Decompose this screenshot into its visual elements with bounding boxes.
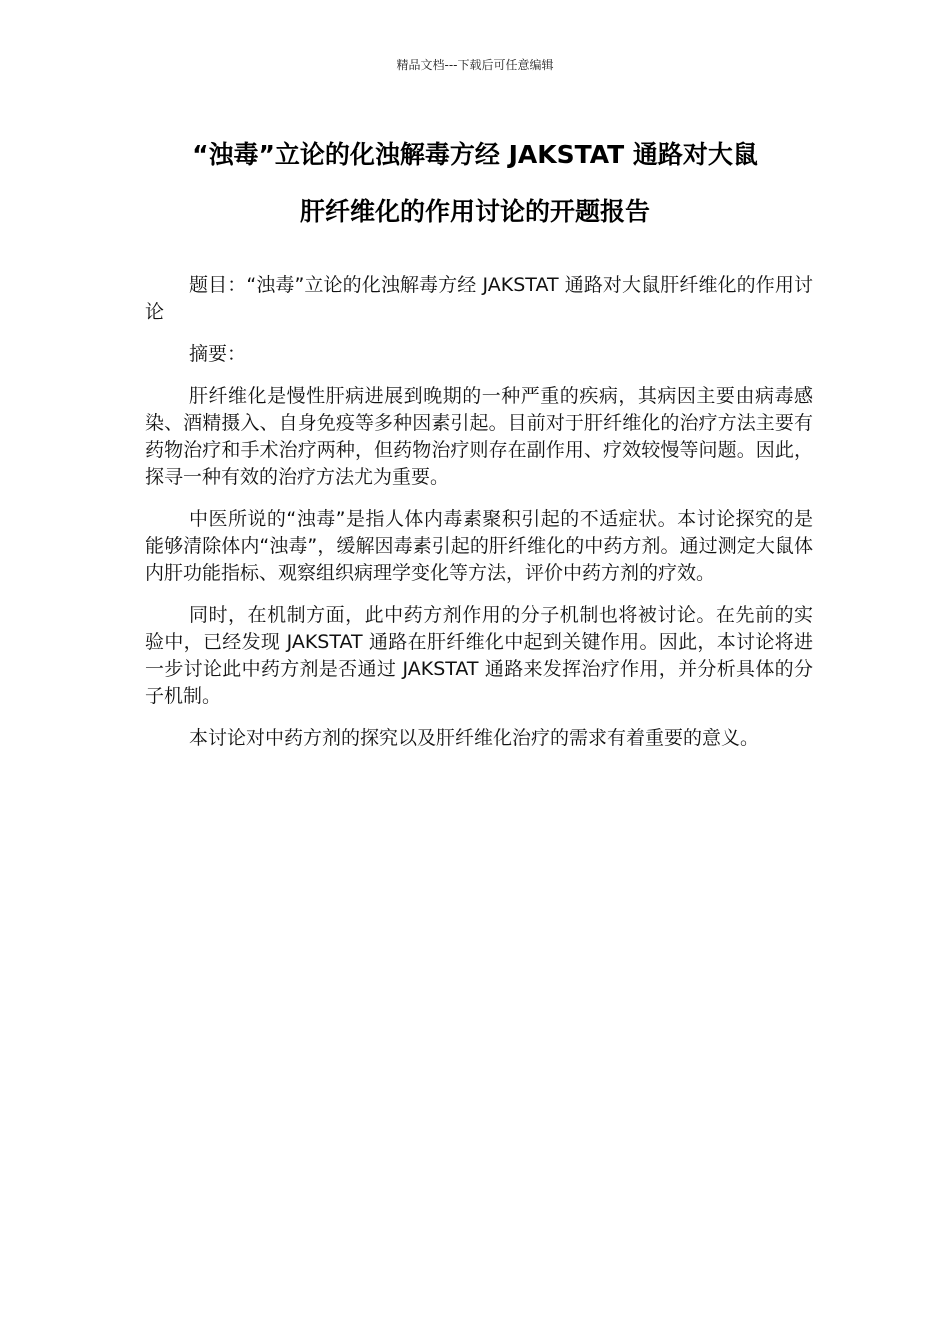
paragraph-topic: 题目：“浊毒”立论的化浊解毒方经 JAKSTAT 通路对大鼠肝纤维化的作用讨论: [145, 274, 813, 323]
paragraph-significance: 本讨论对中药方剂的探究以及肝纤维化治疗的需求有着重要的意义。: [189, 727, 760, 749]
paragraph-abstract-heading: 摘要：: [189, 343, 247, 365]
document-title-line-1: “浊毒”立论的化浊解毒方经 JAKSTAT 通路对大鼠: [192, 140, 758, 169]
paragraph-research-content: 中医所说的“浊毒”是指人体内毒素聚积引起的不适症状。本讨论探究的是能够清除体内“浊毒”，缓解因毒素引起的肝纤维化的中药方剂。通过测定大鼠体内肝功能指标、观察组织病理学变化等方法，评价中药方剂的疗效。: [145, 508, 813, 584]
document-body: [145, 272, 813, 767]
document-title-line-2: 肝纤维化的作用讨论的开题报告: [299, 197, 650, 226]
paragraph-background: 肝纤维化是慢性肝病进展到晚期的一种严重的疾病，其病因主要由病毒感染、酒精摄入、自身免疫等多种因素引起。目前对于肝纤维化的治疗方法主要有药物治疗和手术治疗两种，但药物治疗则存在副作用、疗效较慢等问题。因此，探寻一种有效的治疗方法尤为重要。: [145, 385, 813, 488]
header-note: 精品文档---下载后可任意编辑: [396, 58, 554, 72]
paragraph-mechanism: 同时，在机制方面，此中药方剂作用的分子机制也将被讨论。在先前的实验中，已经发现 JAKSTAT 通路在肝纤维化中起到关键作用。因此，本讨论将进一步讨论此中药方剂是否通过 JAKSTAT 通路来发挥治疗作用，并分析具体的分子机制。: [145, 604, 813, 707]
